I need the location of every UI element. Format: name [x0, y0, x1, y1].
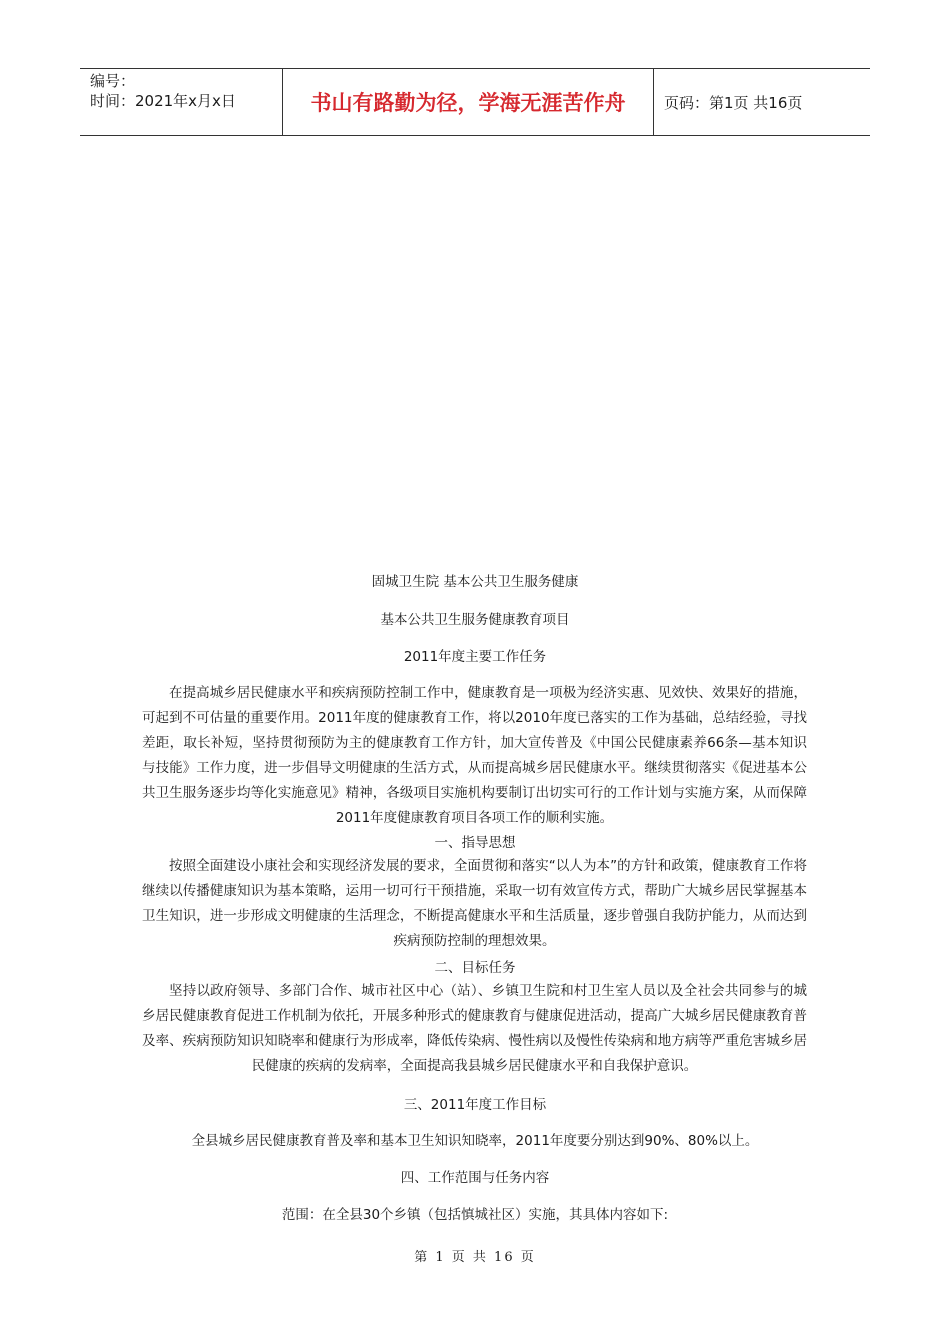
doc-title-2: 基本公共卫生服务健康教育项目 [380, 612, 570, 628]
section-2-text: 坚持以政府领导、多部门合作、城市社区中心（站）、乡镇卫生院和村卫生室人员以及全社会共同参与的城乡居民健康教育促进工作机制为依托，开展多种形式的健康教育与健康促进活动，提高广大城乡居民健康教育普及率、疾病预防知识知晓率和健康行为形成率，降低传染病、慢性病以及慢性传染病和地方病等严重危害城乡居民健康的疾病的发病率，全面提高我县城乡居民健康水平和自我保护意识。 [142, 983, 807, 1074]
number-label: 编号： [90, 72, 136, 90]
section-3-heading: 三、2011年度工作目标 [403, 1097, 547, 1113]
page-footer: 第 1 页 共 16 页 [414, 1250, 536, 1265]
doc-title-3: 2011年度主要工作任务 [403, 649, 547, 665]
header-motto: 书山有路勤为径，学海无涯苦作舟 [282, 69, 654, 135]
section-4-text: 范围：在全县30个乡镇（包括慎城社区）实施，其具体内容如下: [281, 1207, 669, 1223]
section-1-text: 按照全面建设小康社会和实现经济发展的要求，全面贯彻和落实“以人为本”的方针和政策，健康教育工作将继续以传播健康知识为基本策略，运用一切可行干预措施，采取一切有效宣传方式，帮助广大城乡居民掌握基本卫生知识，进一步形成文明健康的生活理念，不断提高健康水平和生活质量，逐步曾强自我防护能力，从而达到疾病预防控制的理想效果。 [142, 858, 807, 949]
header-page-info: 页码：第1页 共16页 [664, 93, 803, 112]
section-3-text: 全县城乡居民健康教育普及率和基本卫生知识知晓率，2011年度要分别达到90%、80%以上。 [191, 1133, 759, 1149]
doc-title-1: 固城卫生院 基本公共卫生服务健康 [371, 574, 579, 590]
time-label: 时间：2021年x月x日 [90, 92, 236, 110]
header-meta [80, 69, 282, 135]
section-4-heading: 四、工作范围与任务内容 [400, 1170, 550, 1186]
page-header [80, 68, 870, 136]
section-2-heading: 二、目标任务 [434, 960, 516, 976]
section-1-heading: 一、指导思想 [434, 835, 516, 851]
intro-paragraph: 在提高城乡居民健康水平和疾病预防控制工作中，健康教育是一项极为经济实惠、见效快、效果好的措施，可起到不可估量的重要作用。2011年度的健康教育工作，将以2010年度已落实的工作为基础，总结经验，寻找差距，取长补短，坚持贯彻预防为主的健康教育工作方针，加大宣传普及《中国公民健康素养66条—基本知识与技能》工作力度，进一步倡导文明健康的生活方式，从而提高城乡居民健康水平。继续贯彻落实《促进基本公共卫生服务逐步均等化实施意见》精神，各级项目实施机构要制订出切实可行的工作计划与实施方案，从而保障2011年度健康教育项目各项工作的顺利实施。 [142, 685, 807, 826]
